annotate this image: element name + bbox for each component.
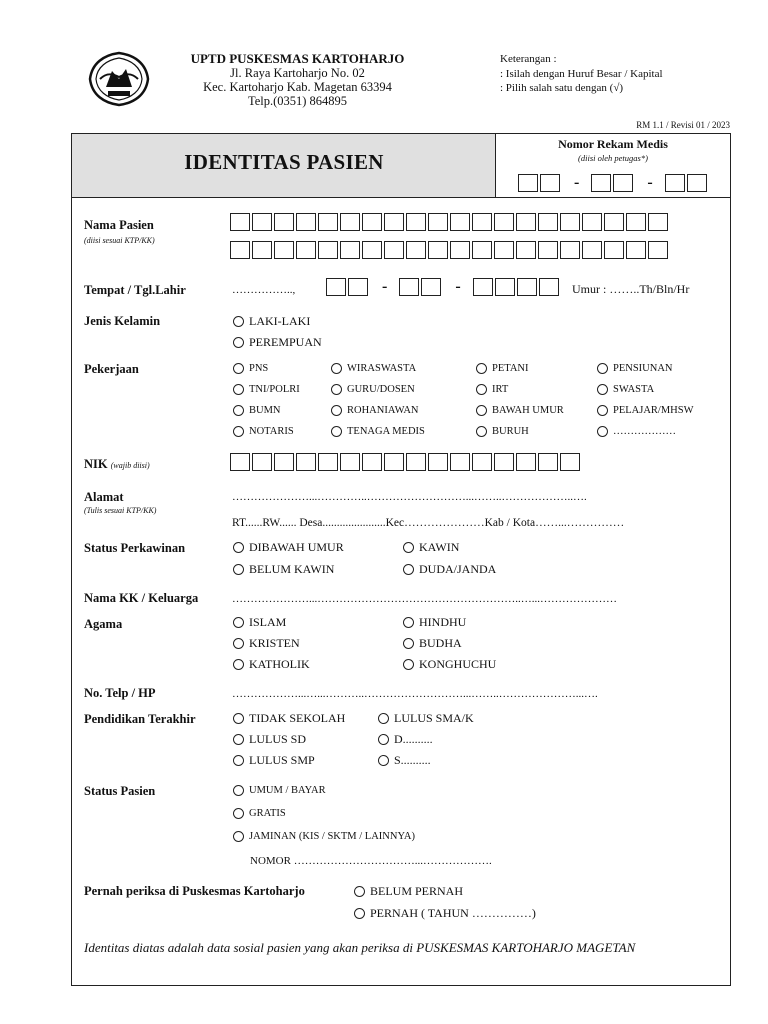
nama-cell[interactable] [362,241,382,259]
medical-record-input[interactable] [518,174,709,192]
kawin-option[interactable]: KAWIN [403,540,459,555]
mr-dash: - [574,174,580,191]
pernah-periksa-label: Pernah periksa di Puskesmas Kartoharjo [84,884,305,898]
nama-cell[interactable] [494,241,514,259]
radio-icon[interactable] [233,713,244,724]
radio-icon[interactable] [233,808,244,819]
radio-icon[interactable] [233,638,244,649]
radio-icon[interactable] [233,405,244,416]
status-pasien-label: Status Pasien [84,784,156,798]
umur-field[interactable]: Umur : ……..Th/Bln/Hr [572,282,690,296]
nama-cell[interactable] [274,213,294,231]
nama-cell[interactable] [472,241,492,259]
radio-icon[interactable] [354,908,365,919]
radio-icon[interactable] [233,337,244,348]
nama-label: Nama Pasien [84,218,154,232]
pekerjaan-option[interactable]: ROHANIAWAN [331,405,419,416]
radio-icon[interactable] [403,564,414,575]
agama-option[interactable]: BUDHA [403,636,462,651]
org-name: UPTD PUSKESMAS KARTOHARJO [190,51,405,66]
keterangan-2: : Pilih salah satu dengan (√) [500,82,624,94]
nama-cell[interactable] [582,213,602,231]
nik-cell[interactable] [428,453,448,471]
pendidikan-option[interactable]: LULUS SMA/K [378,711,474,726]
jk-label: Jenis Kelamin [84,314,161,328]
pekerjaan-option[interactable]: PELAJAR/MHSW [597,405,694,416]
nik-cell[interactable] [274,453,294,471]
radio-icon[interactable] [233,831,244,842]
alamat-note: (Tulis sesuai KTP/KK) [84,506,157,515]
date-cell[interactable] [348,278,368,296]
telp-field[interactable]: ………………...…...………..………………………...……..…………………...…. [232,688,598,700]
nama-cell[interactable] [318,241,338,259]
radio-icon[interactable] [403,638,414,649]
pekerjaan-option[interactable]: PNS [233,363,268,374]
nik-cell[interactable] [494,453,514,471]
nama-cell[interactable] [428,213,448,231]
nama-cell[interactable] [296,241,316,259]
nik-input[interactable] [230,453,582,471]
nama-cell[interactable] [626,213,646,231]
nik-cell[interactable] [516,453,536,471]
pendidikan-option[interactable]: S.......... [378,753,431,768]
alamat-detail-field[interactable]: RT......RW...... Desa......................Kec…………………Kab / Kota……...…………… [232,517,625,529]
kawin-option[interactable]: BELUM KAWIN [233,562,334,577]
puskesmas-logo [86,51,152,107]
nama-cell[interactable] [516,241,536,259]
nik-cell[interactable] [318,453,338,471]
nama-cell[interactable] [648,241,668,259]
nik-cell[interactable] [296,453,316,471]
agama-option[interactable]: HINDHU [403,615,466,630]
nama-cell[interactable] [318,213,338,231]
status-pasien-option[interactable]: GRATIS [233,808,286,819]
nik-cell[interactable] [230,453,250,471]
pendidikan-label: Pendidikan Terakhir [84,712,196,726]
status-pasien-option[interactable]: JAMINAN (KIS / SKTM / LAINNYA) [233,831,415,842]
radio-icon[interactable] [403,617,414,628]
radio-icon[interactable] [233,316,244,327]
radio-icon[interactable] [354,886,365,897]
tgl-lahir-input[interactable] [326,278,561,296]
radio-icon[interactable] [476,426,487,437]
radio-icon[interactable] [233,542,244,553]
nama-cell[interactable] [538,241,558,259]
radio-icon[interactable] [233,734,244,745]
nama-cell[interactable] [428,241,448,259]
nama-cell[interactable] [516,213,536,231]
radio-icon[interactable] [378,734,389,745]
radio-icon[interactable] [331,405,342,416]
nik-cell[interactable] [538,453,558,471]
pekerjaan-option[interactable]: SWASTA [597,384,654,395]
nama-cell[interactable] [230,213,250,231]
pekerjaan-option[interactable]: BURUH [476,426,529,437]
nama-cell[interactable] [494,213,514,231]
nama-cell[interactable] [384,241,404,259]
radio-icon[interactable] [331,363,342,374]
revision-code: RM 1.1 / Revisi 01 / 2023 [636,120,730,130]
agama-option[interactable]: KRISTEN [233,636,300,651]
org-address-2: Kec. Kartoharjo Kab. Magetan 63394 [203,80,392,94]
radio-icon[interactable] [233,755,244,766]
nama-cell[interactable] [406,213,426,231]
pekerjaan-option[interactable]: GURU/DOSEN [331,384,415,395]
radio-icon[interactable] [476,384,487,395]
alamat-field[interactable]: …………………...…………..………………………...……..………………..…. [232,491,587,503]
pekerjaan-option[interactable]: ……………… [597,426,676,437]
pendidikan-option[interactable]: LULUS SD [233,732,306,747]
nama-cell[interactable] [582,241,602,259]
nik-cell[interactable] [560,453,580,471]
alamat-label: Alamat [84,490,124,504]
nama-cell[interactable] [274,241,294,259]
radio-icon[interactable] [233,617,244,628]
mr-cell[interactable] [613,174,633,192]
radio-icon[interactable] [597,426,608,437]
radio-icon[interactable] [233,785,244,796]
nik-note: (wajib diisi) [110,461,150,470]
ttl-label: Tempat / Tgl.Lahir [84,283,186,297]
mr-cell[interactable] [518,174,538,192]
nama-cell[interactable] [472,213,492,231]
keterangan-1: : Isilah dengan Huruf Besar / Kapital [500,68,663,80]
nama-kk-label: Nama KK / Keluarga [84,591,199,605]
pekerjaan-option[interactable]: PENSIUNAN [597,363,673,374]
footer-note: Identitas diatas adalah data sosial pasien yang akan periksa di PUSKESMAS KARTOHARJO MAGETAN [84,940,636,955]
nama-row-2[interactable] [230,241,670,259]
pekerjaan-option[interactable]: NOTARIS [233,426,294,437]
radio-icon[interactable] [597,384,608,395]
date-cell[interactable] [473,278,493,296]
nik-label: NIK (wajib diisi) [84,457,150,471]
nama-cell[interactable] [252,241,272,259]
nomor-jaminan-field[interactable]: NOMOR ……………………………...………………. [250,855,492,867]
nik-cell[interactable] [362,453,382,471]
nik-cell[interactable] [252,453,272,471]
radio-icon[interactable] [403,659,414,670]
kawin-option[interactable]: DUDA/JANDA [403,562,496,577]
status-kawin-label: Status Perkawinan [84,541,186,555]
nik-cell[interactable] [472,453,492,471]
org-phone: Telp.(0351) 864895 [247,94,348,108]
nama-cell[interactable] [538,213,558,231]
nama-cell[interactable] [560,241,580,259]
radio-icon[interactable] [378,755,389,766]
nama-cell[interactable] [230,241,250,259]
kawin-option[interactable]: DIBAWAH UMUR [233,540,344,555]
pekerjaan-option[interactable]: TENAGA MEDIS [331,426,425,437]
agama-option[interactable]: KONGHUCHU [403,657,496,672]
nama-cell[interactable] [450,213,470,231]
jk-option[interactable]: LAKI-LAKI [233,314,310,329]
radio-icon[interactable] [331,384,342,395]
radio-icon[interactable] [233,384,244,395]
org-address-1: Jl. Raya Kartoharjo No. 02 [230,66,365,80]
nama-cell[interactable] [604,241,624,259]
pekerjaan-label: Pekerjaan [84,362,139,376]
radio-icon[interactable] [597,405,608,416]
pekerjaan-option[interactable]: BUMN [233,405,281,416]
mr-cell[interactable] [540,174,560,192]
date-dash: - [455,278,461,295]
pekerjaan-option[interactable]: WIRASWASTA [331,363,416,374]
radio-icon[interactable] [233,363,244,374]
date-cell[interactable] [495,278,515,296]
radio-icon[interactable] [331,426,342,437]
status-pasien-option[interactable]: UMUM / BAYAR [233,785,326,796]
date-cell[interactable] [421,278,441,296]
pendidikan-option[interactable]: TIDAK SEKOLAH [233,711,345,726]
nik-cell[interactable] [384,453,404,471]
radio-icon[interactable] [597,363,608,374]
nama-cell[interactable] [560,213,580,231]
nama-cell[interactable] [450,241,470,259]
agama-option[interactable]: ISLAM [233,615,286,630]
date-dash: - [382,278,388,295]
form-title: IDENTITAS PASIEN [184,150,384,174]
pekerjaan-option[interactable]: IRT [476,384,508,395]
pernah-option[interactable]: BELUM PERNAH [354,884,463,899]
mr-dash: - [647,174,653,191]
radio-icon[interactable] [403,542,414,553]
nama-cell[interactable] [362,213,382,231]
agama-label: Agama [84,617,123,631]
telp-label: No. Telp / HP [84,686,156,700]
mr-cell[interactable] [665,174,685,192]
keterangan-title: Keterangan : [500,53,557,65]
nama-cell[interactable] [340,213,360,231]
radio-icon[interactable] [476,363,487,374]
medical-record-note: (diisi oleh petugas*) [578,153,648,163]
radio-icon[interactable] [233,426,244,437]
nama-cell[interactable] [296,213,316,231]
tempat-lahir-field[interactable]: …………….., [232,284,296,296]
nama-cell[interactable] [626,241,646,259]
date-cell[interactable] [517,278,537,296]
radio-icon[interactable] [233,659,244,670]
nama-kk-field[interactable]: …………………...………………………………………………..…...………………… [232,593,617,605]
radio-icon[interactable] [378,713,389,724]
jk-option[interactable]: PEREMPUAN [233,335,322,350]
mr-cell[interactable] [591,174,611,192]
nama-row-1[interactable] [230,213,670,231]
pernah-option[interactable]: PERNAH ( TAHUN ……………) [354,906,536,921]
agama-option[interactable]: KATHOLIK [233,657,310,672]
radio-icon[interactable] [476,405,487,416]
medical-record-label: Nomor Rekam Medis [558,137,668,151]
date-cell[interactable] [399,278,419,296]
radio-icon[interactable] [233,564,244,575]
date-cell[interactable] [326,278,346,296]
nama-cell[interactable] [384,213,404,231]
pekerjaan-option[interactable]: TNI/POLRI [233,384,300,395]
nik-cell[interactable] [406,453,426,471]
nama-cell[interactable] [340,241,360,259]
nama-cell[interactable] [252,213,272,231]
nama-cell[interactable] [604,213,624,231]
nama-cell[interactable] [406,241,426,259]
nik-cell[interactable] [340,453,360,471]
nama-note: (diisi sesuai KTP/KK) [84,236,155,245]
pekerjaan-option[interactable]: BAWAH UMUR [476,405,564,416]
mr-cell[interactable] [687,174,707,192]
pendidikan-option[interactable]: D.......... [378,732,433,747]
nik-cell[interactable] [450,453,470,471]
pendidikan-option[interactable]: LULUS SMP [233,753,315,768]
pekerjaan-option[interactable]: PETANI [476,363,529,374]
date-cell[interactable] [539,278,559,296]
nama-cell[interactable] [648,213,668,231]
